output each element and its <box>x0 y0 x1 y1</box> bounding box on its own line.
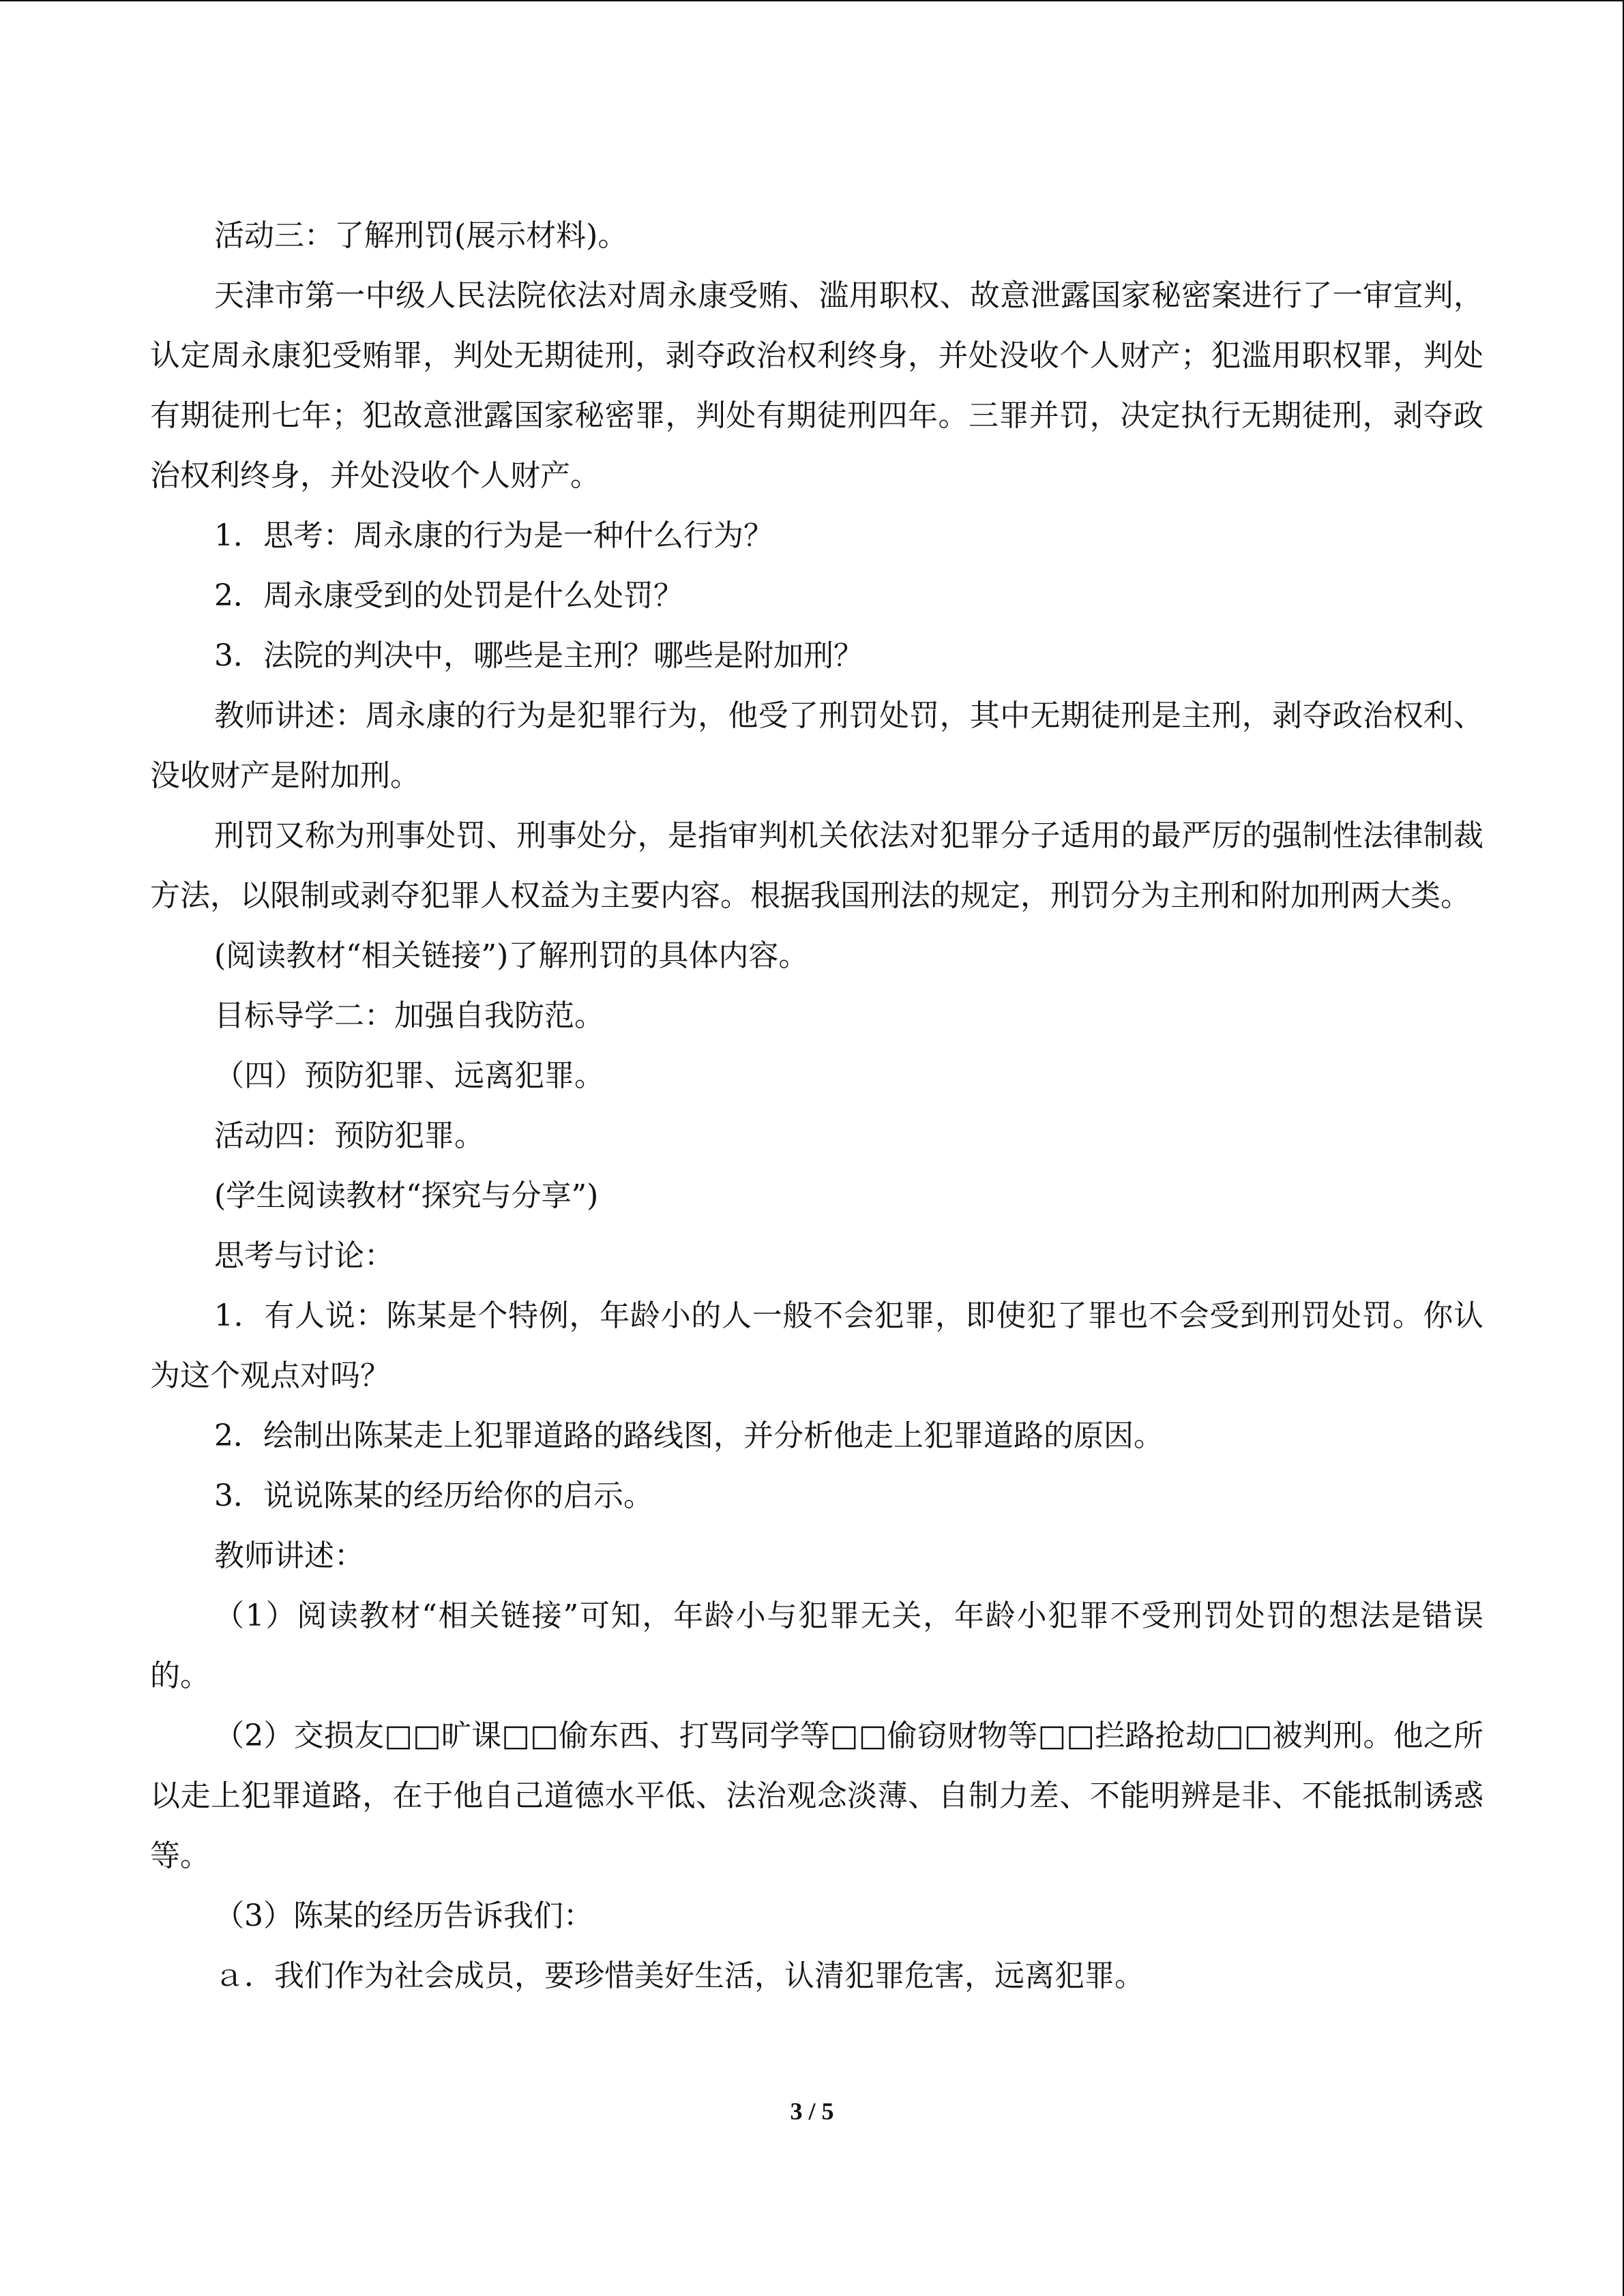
paragraph-teacher-explanation-1: 教师讲述：周永康的行为是犯罪行为，他受了刑罚处罚，其中无期徒刑是主刑，剥夺政治权利、没收财产是附加刑。 <box>150 698 1483 793</box>
paragraph-question-1: 1．思考：周永康的行为是一种什么行为？ <box>214 518 773 553</box>
paragraph-penalty-definition: 刑罚又称为刑事处罚、刑事处分，是指审判机关依法对犯罪分子适用的最严厉的强制性法律制裁方法，以限制或剥夺犯罪人权益为主要内容。根据我国刑法的规定，刑罚分为主刑和附加刑两大类。 <box>150 818 1483 913</box>
paragraph-discussion-1: 1．有人说：陈某是个特例，年龄小的人一般不会犯罪，即使犯了罪也不会受到刑罚处罚。你认为这个观点对吗？ <box>150 1298 1483 1393</box>
paragraph-question-2: 2．周永康受到的处罚是什么处罚？ <box>214 578 683 613</box>
paragraph-activity-four: 活动四：预防犯罪。 <box>214 1118 484 1153</box>
paragraph-answer-2: （2）交损友□□旷课□□偷东西、打骂同学等□□偷窃财物等□□拦路抢劫□□被判刑。他之所以走上犯罪道路，在于他自己道德水平低、法治观念淡薄、自制力差、不能明辨是非、不能抵制诱惑等。 <box>150 1718 1483 1873</box>
paragraph-goal-two: 目标导学二：加强自我防范。 <box>214 998 604 1033</box>
paragraph-read-related-link: (阅读教材“相关链接”)了解刑罚的具体内容。 <box>214 938 809 973</box>
paragraph-activity-three: 活动三：了解刑罚(展示材料)。 <box>214 218 628 253</box>
paragraph-discussion-2: 2．绘制出陈某走上犯罪道路的路线图，并分析他走上犯罪道路的原因。 <box>214 1418 1164 1453</box>
paragraph-discussion-heading: 思考与讨论： <box>214 1238 394 1273</box>
paragraph-section-four: （四）预防犯罪、远离犯罪。 <box>214 1058 604 1093</box>
paragraph-student-reading: (学生阅读教材“探究与分享”) <box>214 1178 599 1213</box>
paragraph-discussion-3: 3．说说陈某的经历给你的启示。 <box>214 1478 653 1513</box>
paragraph-teacher-explanation-heading: 教师讲述： <box>214 1538 364 1573</box>
paragraph-case-material: 天津市第一中级人民法院依法对周永康受贿、滥用职权、故意泄露国家秘密案进行了一审宣判，认定周永康犯受贿罪，判处无期徒刑，剥夺政治权利终身，并处没收个人财产；犯滥用职权罪，判处有期徒刑七年；犯故意泄露国家秘密罪，判处有期徒刑四年。三罪并罚，决定执行无期徒刑，剥夺政治权利终身，并处没收个人财产。 <box>150 278 1483 493</box>
page-number: 3 / 5 <box>790 2098 834 2125</box>
paragraph-question-3: 3．法院的判决中，哪些是主刑？哪些是附加刑？ <box>214 638 863 673</box>
paragraph-answer-1: （1）阅读教材“相关链接”可知，年龄小与犯罪无关，年龄小犯罪不受刑罚处罚的想法是错误的。 <box>150 1598 1483 1693</box>
document-body <box>150 206 1483 2006</box>
paragraph-answer-3: （3）陈某的经历告诉我们： <box>214 1898 593 1933</box>
paragraph-answer-3a: ａ．我们作为社会成员，要珍惜美好生活，认清犯罪危害，远离犯罪。 <box>214 1958 1145 1993</box>
